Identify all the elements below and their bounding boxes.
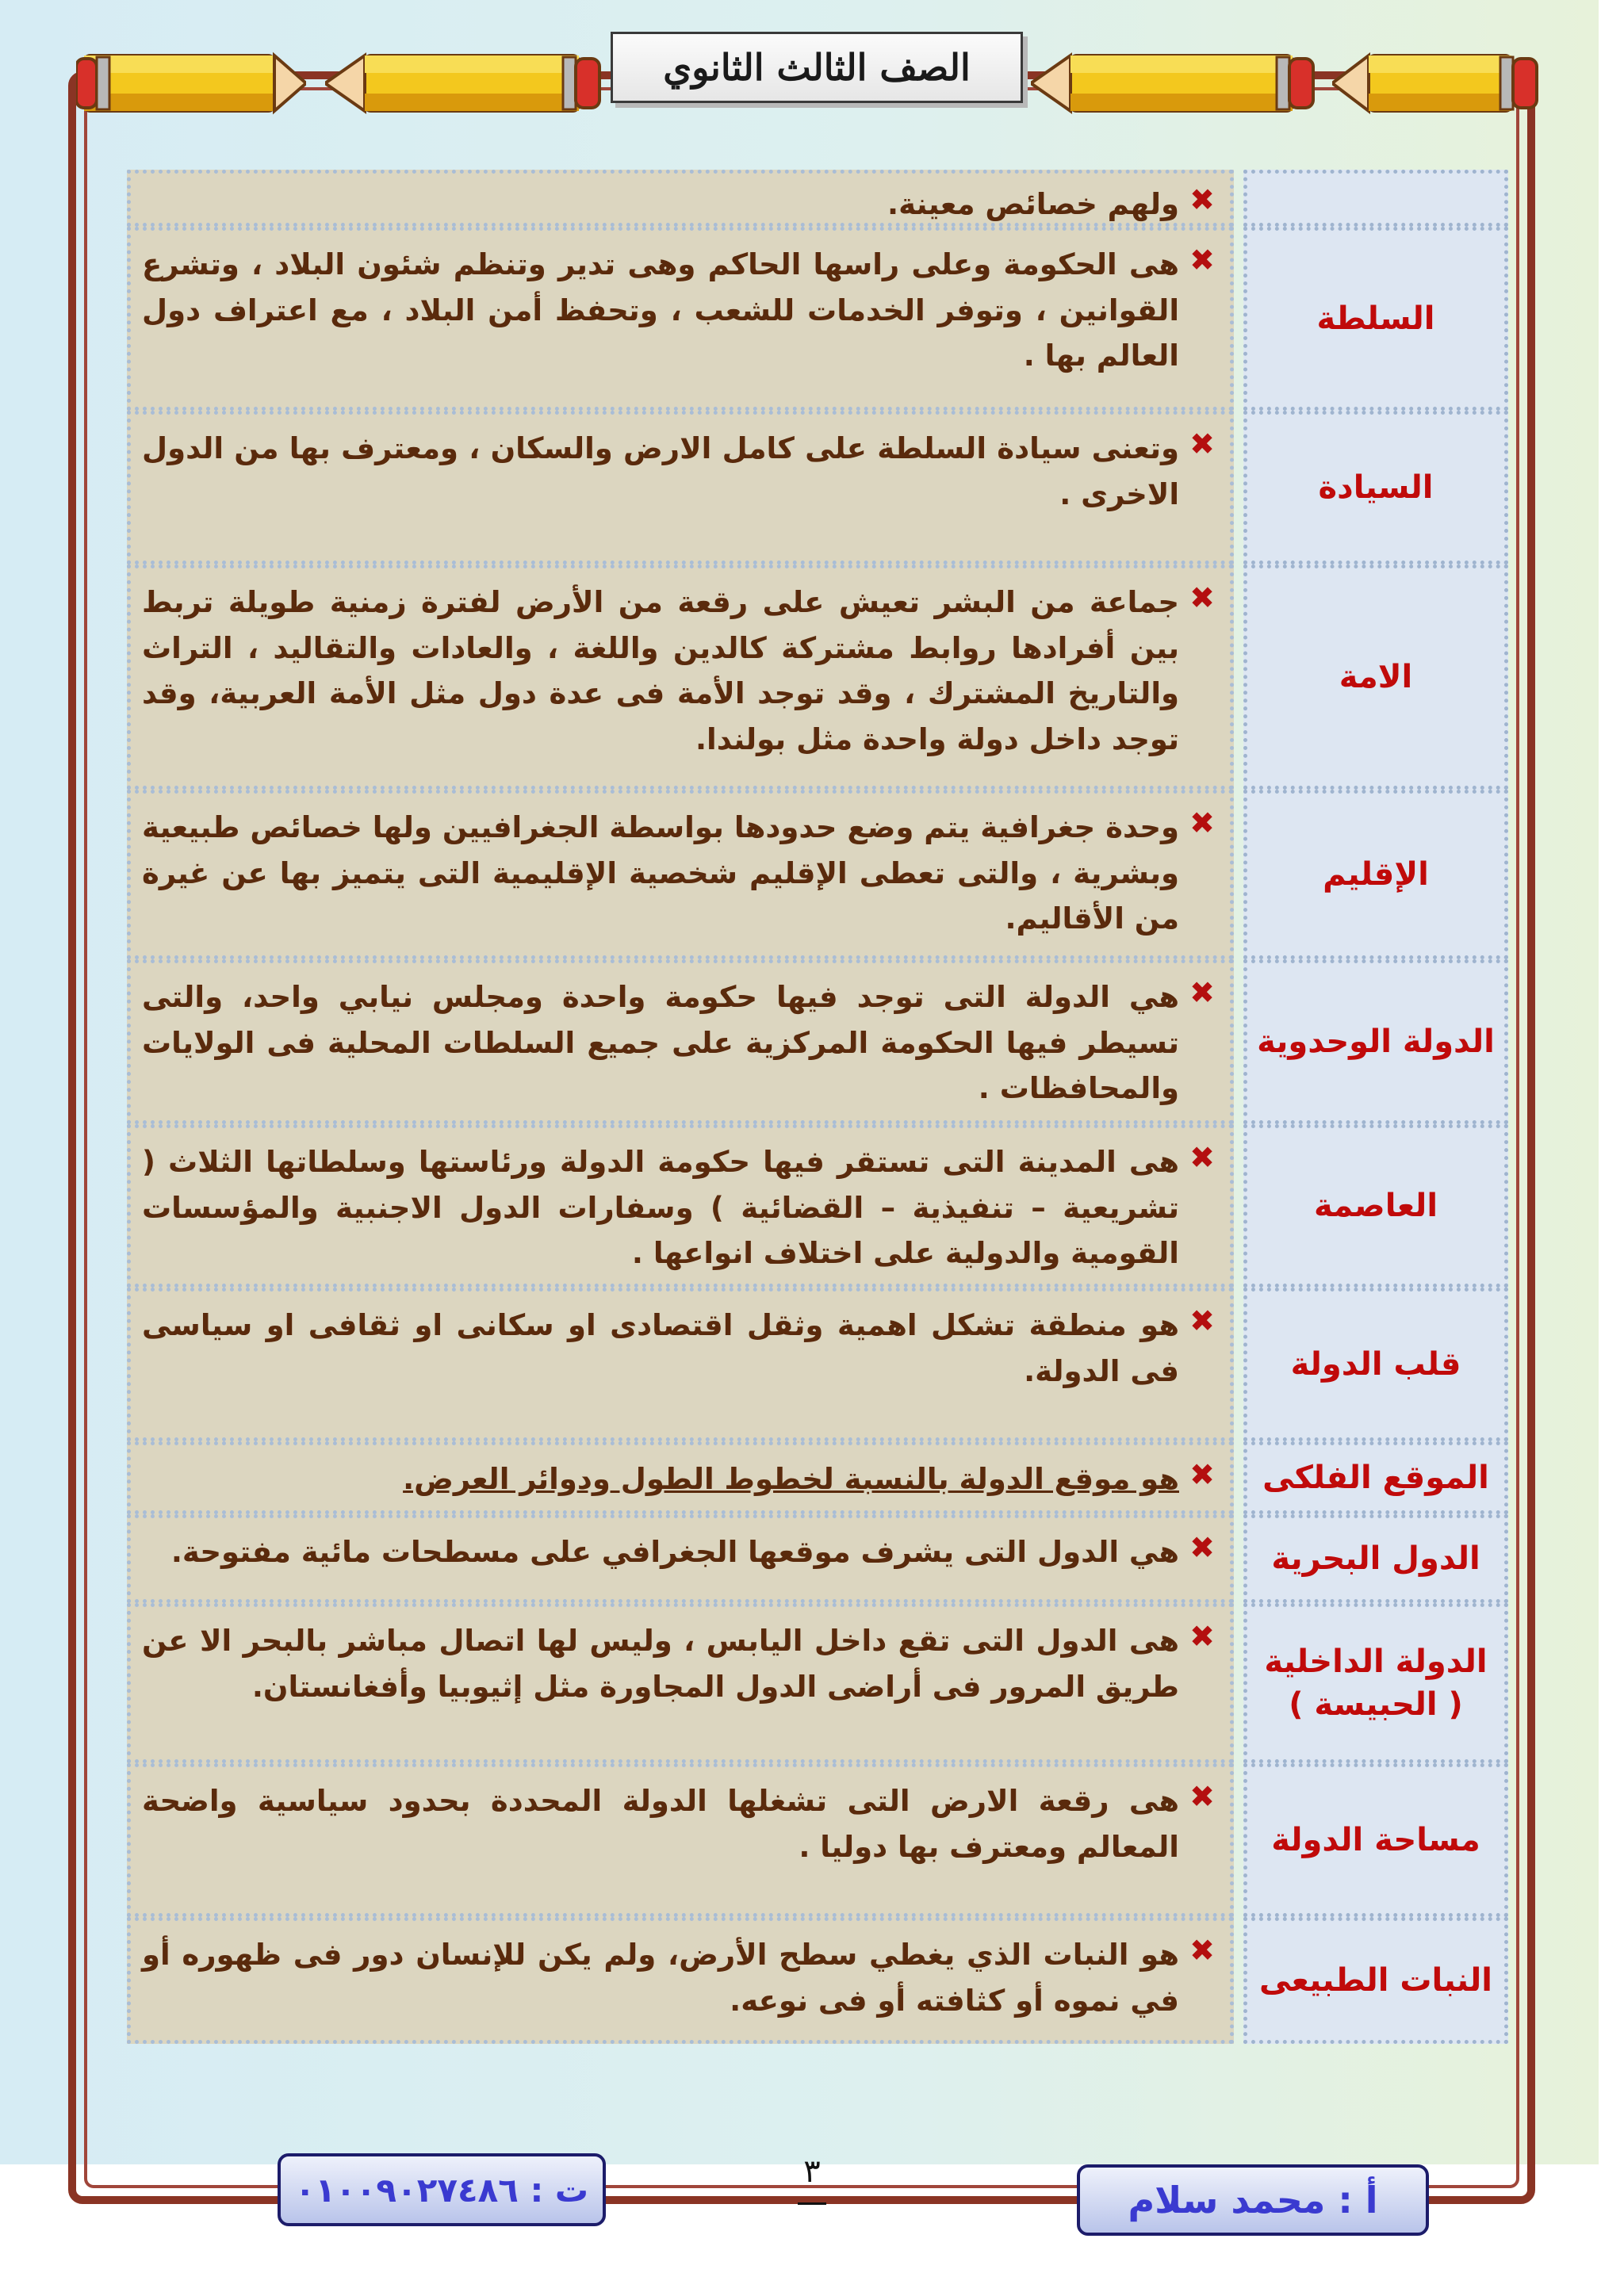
table-row	[127, 170, 1508, 227]
definition-text: هى رقعة الارض التى تشغلها الدولة المحددة بحدود سياسية واضحة المعالم ومعترف بها دوليا .	[142, 1784, 1179, 1864]
definitions-table	[127, 170, 1508, 2044]
definition-cell	[127, 411, 1234, 564]
term-label: الدولة الداخلية ( الحبيسة )	[1243, 1603, 1508, 1763]
definition-text: وتعنى سيادة السلطة على كامل الارض والسكان ، ومعترف بها من الدول الاخرى .	[142, 431, 1179, 511]
table-row	[127, 564, 1508, 790]
cross-x-icon: ✖	[1189, 806, 1215, 840]
cross-x-icon: ✖	[1189, 1457, 1215, 1492]
page-number: ٣	[803, 2153, 821, 2190]
term-label: النبات الطبيعى	[1243, 1917, 1508, 2044]
definition-cell	[127, 1514, 1234, 1603]
phone-badge: ت : ٠١٠٠٩٠٢٧٤٨٦	[278, 2153, 606, 2226]
cross-x-icon: ✖	[1189, 1303, 1215, 1338]
cross-x-icon: ✖	[1189, 427, 1215, 461]
term-label: السلطة	[1243, 227, 1508, 411]
definition-cell	[127, 227, 1234, 411]
definition-text: هو منطقة تشكل اهمية وثقل اقتصادى او سكانى او ثقافى او سياسى فى الدولة.	[142, 1308, 1179, 1388]
table-row	[127, 411, 1508, 564]
pencil-icon	[1332, 49, 1538, 117]
term-label: الموقع الفلكى	[1243, 1441, 1508, 1514]
table-row	[127, 1603, 1508, 1763]
definition-text: هو النبات الذي يغطي سطح الأرض، ولم يكن للإنسان دور فى ظهوره أو في نموه أو كثافته أو فى نوعه.	[142, 1938, 1179, 2018]
term-label: السيادة	[1243, 411, 1508, 564]
cross-x-icon: ✖	[1189, 243, 1215, 277]
definition-text: وحدة جغرافية يتم وضع حدودها بواسطة الجغرافيين ولها خصائص طبيعية وبشرية ، والتى تعطى الإقليم شخصية الإقليمية التى يتميز بها عن غيرة من الأقاليم.	[142, 810, 1179, 936]
definition-cell	[127, 1124, 1234, 1288]
term-label: الدول البحرية	[1243, 1514, 1508, 1603]
definition-cell	[127, 1763, 1234, 1917]
term-label: الدولة الوحدوية	[1243, 959, 1508, 1124]
definition-text: هي الدولة التى توجد فيها حكومة واحدة ومجلس نيابي واحد، والتى تسيطر فيها الحكومة المركزية على جميع السلطات المحلية فى الولايات والمحافظات .	[142, 980, 1179, 1106]
table-row	[127, 1124, 1508, 1288]
table-row	[127, 790, 1508, 959]
pencil-icon	[325, 49, 603, 117]
term-label: العاصمة	[1243, 1124, 1508, 1288]
pencil-icon	[1031, 49, 1316, 117]
definition-cell	[127, 1288, 1234, 1441]
page-title: الصف الثالث الثانوي	[611, 32, 1023, 103]
teacher-name-badge: أ : محمد سلام	[1077, 2164, 1429, 2236]
table-row	[127, 1514, 1508, 1603]
cross-x-icon: ✖	[1189, 1619, 1215, 1654]
definition-text: هو موقع الدولة بالنسبة لخطوط الطول ودوائر العرض.	[403, 1462, 1179, 1496]
term-label: قلب الدولة	[1243, 1288, 1508, 1441]
cross-x-icon: ✖	[1189, 580, 1215, 615]
definition-cell	[127, 1441, 1234, 1514]
term-label: الامة	[1243, 564, 1508, 790]
cross-x-icon: ✖	[1189, 1530, 1215, 1565]
term-label: مساحة الدولة	[1243, 1763, 1508, 1917]
table-row	[127, 1763, 1508, 1917]
table-row	[127, 1441, 1508, 1514]
definition-cell	[127, 564, 1234, 790]
table-row	[127, 959, 1508, 1124]
table-row	[127, 1917, 1508, 2044]
table-row	[127, 227, 1508, 411]
pencil-icon	[76, 49, 306, 117]
cross-x-icon: ✖	[1189, 1933, 1215, 1968]
definition-cell	[127, 959, 1234, 1124]
definition-text: ولهم خصائص معينة.	[887, 187, 1179, 221]
table-row	[127, 1288, 1508, 1441]
definition-text: هى المدينة التى تستقر فيها حكومة الدولة ورئاستها وسلطاتها الثلاث ( تشريعية – تنفيذية – القضائية ) وسفارات الدول الاجنبية والمؤسسات القومية والدولية على اختلاف انواعها .	[142, 1145, 1179, 1271]
term-label	[1243, 170, 1508, 227]
definition-cell	[127, 1917, 1234, 2044]
definition-cell	[127, 1603, 1234, 1763]
definition-text: جماعة من البشر تعيش على رقعة من الأرض لفترة زمنية طويلة تربط بين أفرادها روابط مشتركة كالدين واللغة ، والعادات والتقاليد ، التراث والتاريخ المشترك ، وقد توجد الأمة فى عدة دول مثل الأمة العربية، وقد توجد داخل دولة واحدة مثل بولندا.	[142, 585, 1179, 757]
definition-cell	[127, 170, 1234, 227]
definition-cell	[127, 790, 1234, 959]
cross-x-icon: ✖	[1189, 1140, 1215, 1175]
definition-text: هى الدول التى تقع داخل اليابس ، وليس لها اتصال مباشر بالبحر الا عن طريق المرور فى أراضى الدول المجاورة مثل إثيوبيا وأفغانستان.	[142, 1624, 1179, 1704]
cross-x-icon: ✖	[1189, 182, 1215, 217]
definition-text: هى الحكومة وعلى راسها الحاكم وهى تدير وتنظم شئون البلاد ، وتشرع القوانين ، وتوفر الخدمات للشعب ، وتحفظ أمن البلاد ، مع اعتراف دول العالم بها .	[142, 247, 1179, 373]
cross-x-icon: ✖	[1189, 975, 1215, 1010]
definition-text: هي الدول التى يشرف موقعها الجغرافي على مسطحات مائية مفتوحة.	[170, 1535, 1179, 1569]
term-label: الإقليم	[1243, 790, 1508, 959]
cross-x-icon: ✖	[1189, 1779, 1215, 1814]
page-number-underline	[798, 2202, 826, 2205]
